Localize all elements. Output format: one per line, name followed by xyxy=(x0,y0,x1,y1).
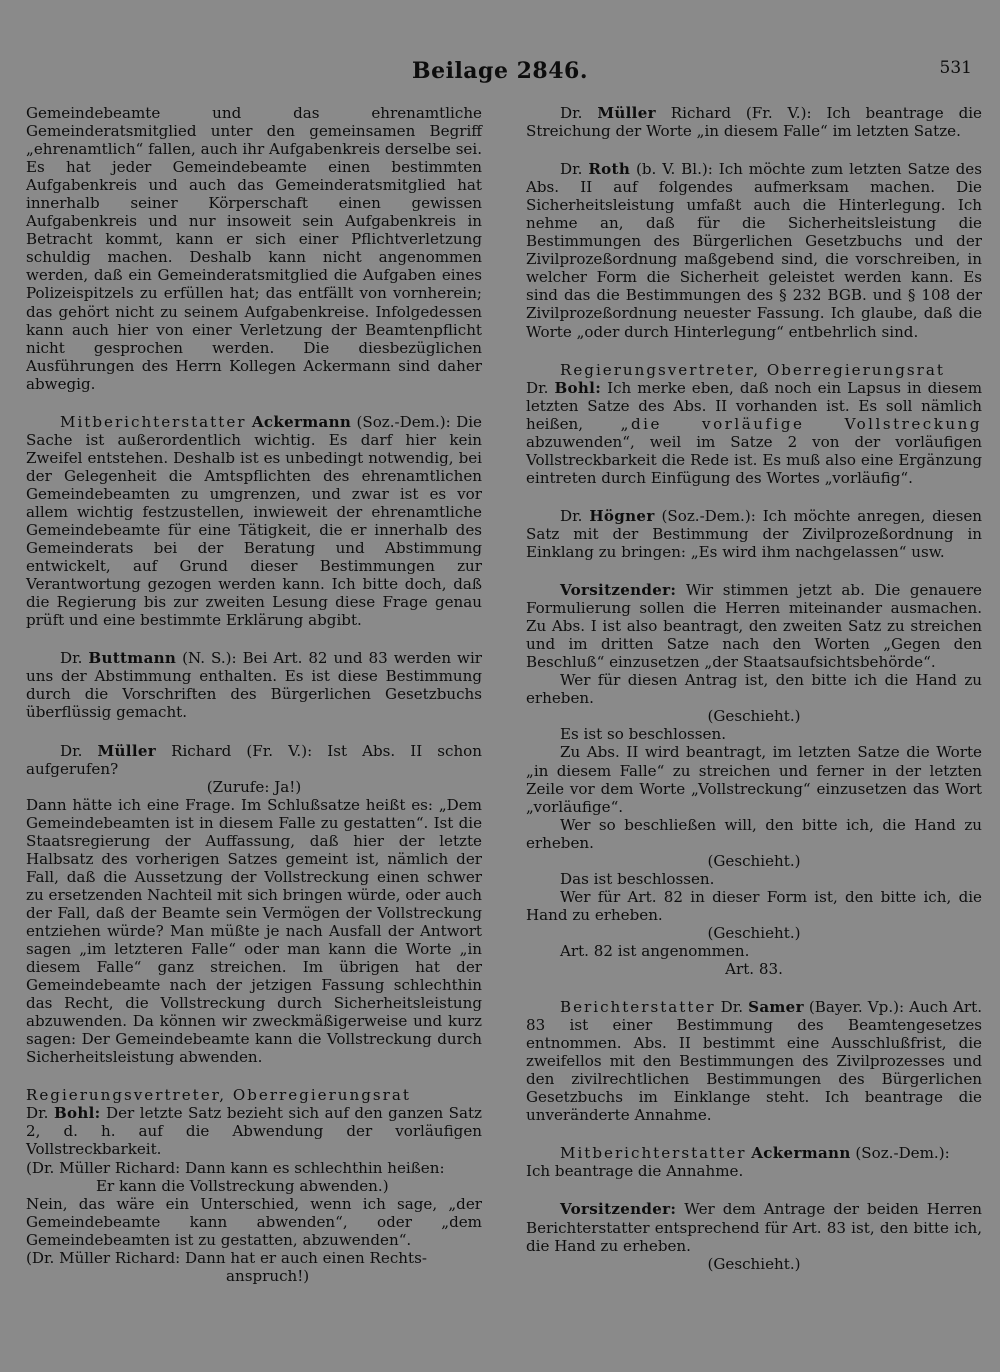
speech-vorsitzender xyxy=(526,1200,982,1254)
speaker-name: Bohl: xyxy=(53,1104,101,1123)
page-title: Beilage 2846. xyxy=(412,58,588,84)
speech-text: Die Sache ist außerordentlich wichtig. Es darf hier kein Zweifel entstehen. Deshalb ist es unbedingt notwendig, bei der Gelegenheit die Amtspflichten des ehrenamtlichen Gemeindebeamten zu umgrenzen, und zwar ist es vor allem wichtig festzustellen, inwieweit der ehrenamtliche Gemeindebeamte für eine Tätigkeit, die er innerhalb des Gemeinderats bei der Beratung und Abstimmung entwickelt, auf Grund dieser Bestimmungen zur Verantwortung gezogen werden kann. Ich bitte doch, daß die Regierung bis zur zweiten Lesung diese Frage genau prüft und eine bestimmte Erklärung abgibt. xyxy=(26,412,482,630)
speech-bohl xyxy=(526,379,982,487)
speech-text: abzuwenden“, weil im Satze 2 von der vorläufigen Vollstreckbarkeit die Rede ist. Es muß also eine Ergänzung eintreten durch Einfügung des Wortes „vorläufig“. xyxy=(526,432,982,487)
speaker-role: Regierungsvertreter, Oberregierungsrat xyxy=(26,1086,411,1105)
paragraph: Wer für Art. 82 in dieser Form ist, den bitte ich, die Hand zu erheben. xyxy=(526,887,982,924)
speaker-rest: Richard (Fr. V.): xyxy=(156,741,328,760)
spaced-text: „die vorläufige Vollstreckung xyxy=(620,414,982,433)
speech-mueller xyxy=(526,104,982,140)
speech-text: Ich möchte zum letzten Satze des Abs. II auf folgendes aufmerksam machen. Die Sicherheitsleistung umfaßt auch die Hinterlegung. Ich nehme an, daß für die Sicherheitsleistung die Bestimmungen des Bürgerlichen Gesetzbuchs und der Zivilprozeßordnung maßgebend sind, die vorschreiben, in welcher Form die Sicherheit geleistet werden kann. Es sind das die Bestimmungen des § 232 BGB. und § 108 der Zivilprozeßordnung neuester Fassung. Ich glaube, daß die Worte „oder durch Hinterlegung“ entbehrlich sind. xyxy=(526,160,982,341)
speaker-role: Mitberichterstatter xyxy=(60,412,247,431)
interjection: (Geschieht.) xyxy=(707,1254,801,1273)
paragraph: Es ist so beschlossen. xyxy=(560,725,727,744)
speech-roth xyxy=(526,160,982,340)
right-column xyxy=(526,104,982,1273)
paragraph: Gemeindebeamte und das ehrenamtliche Gemeinderatsmitglied unter den gemeinsamen Begriff „ehrenamtlich“ fallen, auch ihr Aufgabenkreis derselbe sei. Es hat jeder Gemeindebeamte einen bestimmten Aufgabenkreis und auch das Gemeinderatsmitglied hat innerhalb seiner Körperschaft einen gewissen Aufgabenkreis und nur insoweit sein Aufgabenkreis in Betracht kommt, kann er sich einer Pflichtverletzung schuldig machen. Deshalb kann nicht angenommen werden, daß ein Gemeinderatsmitglied die Aufgaben eines Polizeispitzels zu erfüllen hat; das entfällt von vornherein; das gehört nicht zu seinem Aufgabenkreise. Infolgedessen kann auch hier von einer Verletzung der Beamtenpflicht nicht gesprochen werden. Die diesbezüglichen Ausführungen des Herrn Kollegen Ackermann sind daher abwegig. xyxy=(26,104,482,393)
speech-text: Bei Art. 82 und 83 werden wir uns der Abstimmung enthalten. Es ist diese Bestimmung durch die Vorschriften des Bürgerlichen Gesetzbuchs überflüssig gemacht. xyxy=(26,649,482,722)
speaker-name: Roth xyxy=(588,160,631,179)
speaker-title: Dr. xyxy=(60,741,98,760)
speaker-role-line xyxy=(26,1086,482,1104)
speaker-name: Buttmann xyxy=(88,649,177,668)
paragraph: Das ist beschlossen. xyxy=(560,869,715,888)
speaker-name: Bohl: xyxy=(554,378,602,397)
left-column xyxy=(26,104,482,1285)
interjection: anspruch!) xyxy=(226,1266,310,1285)
speaker-name: Högner xyxy=(589,506,655,525)
speaker-title: Dr. xyxy=(560,160,589,179)
speech-text: Der letzte Satz bezieht sich auf den ganzen Satz 2, d. h. auf die Abwendung der vorläufigen Vollstreckbarkeit. xyxy=(26,1104,482,1159)
speech-text: Wir stimmen jetzt ab. Die genauere Formulierung sollen die Herren miteinander ausmachen. Zu Abs. I ist also beantragt, den zweiten Satz zu streichen und im dritten Satze nach den Worten „Gegen den Beschluß“ einzusetzen „der Staatsaufsichtsbehörde“. xyxy=(526,581,982,672)
speech-text: Ich beantrage die Annahme. xyxy=(526,1162,744,1181)
paragraph: Art. 82 ist angenommen. xyxy=(560,941,750,960)
interjection: (Geschieht.) xyxy=(707,851,801,870)
speaker-name: Vorsitzender: xyxy=(560,581,677,600)
speaker-title: Dr. xyxy=(526,378,555,397)
speech-buttmann xyxy=(26,649,482,721)
speaker-name: Ackermann xyxy=(751,1144,851,1163)
speaker-party: (Soz.-Dem.): xyxy=(850,1144,950,1163)
speaker-name: Ackermann xyxy=(251,412,352,431)
speaker-title: Dr. xyxy=(26,1104,54,1123)
interjection: (Geschieht.) xyxy=(707,923,801,942)
article-heading: Art. 83. xyxy=(725,960,783,979)
speaker-party: (Soz.-Dem.): xyxy=(654,506,763,525)
speaker-role: Regierungsvertreter, Oberregierungsrat xyxy=(560,360,945,379)
interjection: (Geschieht.) xyxy=(707,707,801,726)
paragraph: Dann hätte ich eine Frage. Im Schlußsatze heißt es: „Dem Gemeindebeamten ist in diesem Falle zu gestatten“. Ist die Staatsregierung der Auffassung, daß hier der letzte Halbsatz des vorherigen Satzes gemeint ist, nämlich der Fall, daß die Aussetzung der Vollstreckung einen schwer zu ersetzenden Nachteil mit sich bringen würde, oder auch der Fall, daß der Beamte sein Vermögen der Vollstreckung entziehen würde? Man müßte je nach Ausfall der Antwort sagen „im letzteren Falle“ oder man kann die Worte „in diesem Falle“ ganz streichen. Im übrigen hat der Gemeindebeamte nach der jetzigen Fassung schlechthin das Recht, die Vollstreckung durch Sicherheitsleistung abzuwenden. Da können wir zweckmäßigerweise und kurz sagen: Der Gemeindebeamte kann die Vollstreckung durch Sicherheitsleistung abwenden. xyxy=(26,795,482,1067)
speaker-role: Mitberichterstatter xyxy=(560,1144,747,1163)
paragraph: Nein, das wäre ein Unterschied, wenn ich sage, „der Gemeindebeamte kann abwenden“, oder „dem Gemeindebeamten ist zu gestatten, abzuwenden“. xyxy=(26,1194,482,1249)
paragraph: Wer so beschließen will, den bitte ich, die Hand zu erheben. xyxy=(526,815,982,852)
speech-ackermann xyxy=(526,1144,982,1162)
speaker-title: Dr. xyxy=(560,506,590,525)
speech-text: Ich beantrage die Streichung der Worte „in diesem Falle“ im letzten Satze. xyxy=(526,104,982,141)
paragraph: Wer für diesen Antrag ist, den bitte ich die Hand zu erheben. xyxy=(526,671,982,708)
speaker-role: Berichterstatter xyxy=(560,998,716,1017)
speech-text: Ich merke eben, daß noch ein Lapsus in diesem letzten Satze des Abs. II vorhanden ist. Es soll nämlich heißen, xyxy=(526,378,983,433)
interjection: (Zurufe: Ja!) xyxy=(206,777,302,796)
speech-text: Auch Art. 83 ist einer Bestimmung des Beamtengesetzes entnommen. Abs. II bestimmt eine Ausschlußfrist, die zweifellos mit den Bestimmungen des Zivilprozesses und den zivilrechtlichen Bestimmungen des Bürgerlichen Gesetzbuchs im Einklange steht. Ich beantrage die unveränderte Annahme. xyxy=(526,998,982,1125)
speech-text: Wer dem Antrage der beiden Herren Berichterstatter entsprechend für Art. 83 ist, den bitte ich, die Hand zu erheben. xyxy=(526,1200,982,1255)
speaker-title: Dr. xyxy=(715,998,749,1017)
speech-text: Ich möchte anregen, diesen Satz mit der Bestimmung der Zivilprozeßordnung in Einklang zu bringen: „Es wird ihm nachgelassen“ usw. xyxy=(526,506,982,561)
interjection: (Dr. Müller Richard: Dann kann es schlechthin heißen: xyxy=(26,1158,445,1177)
page-number: 531 xyxy=(939,58,972,78)
paragraph: Zu Abs. II wird beantragt, im letzten Satze die Worte „in diesem Falle“ zu streichen und ferner in der letzten Zeile vor dem Worte „Vollstreckung“ einzusetzen das Wort „vorläufige“. xyxy=(526,743,982,816)
speech-samer xyxy=(526,998,982,1124)
speech-mueller xyxy=(26,742,482,778)
speaker-name: Müller xyxy=(97,741,157,760)
speaker-party: (Bayer. Vp.): xyxy=(803,998,910,1017)
speaker-party: (Soz.-Dem.): xyxy=(351,412,457,431)
speaker-title: Dr. xyxy=(560,104,598,122)
speaker-party: (b. V. Bl.): xyxy=(630,160,719,179)
interjection: (Dr. Müller Richard: Dann hat er auch einen Rechts- xyxy=(26,1248,427,1267)
speaker-name: Samer xyxy=(748,998,804,1017)
speaker-rest: Richard (Fr. V.): xyxy=(655,104,827,122)
speech-hoegner xyxy=(526,507,982,561)
speech-vorsitzender xyxy=(526,581,982,671)
speaker-name: Vorsitzender: xyxy=(560,1200,677,1219)
speech-text: Ist Abs. II schon aufgerufen? xyxy=(26,741,482,778)
speech-ackermann xyxy=(26,413,482,630)
speaker-party: (N. S.): xyxy=(176,649,243,668)
interjection: Er kann die Vollstreckung abwenden.) xyxy=(96,1176,389,1195)
speaker-name: Müller xyxy=(597,104,656,122)
speaker-title: Dr. xyxy=(60,649,89,668)
speech-bohl xyxy=(26,1104,482,1158)
speaker-role-line xyxy=(526,361,982,379)
